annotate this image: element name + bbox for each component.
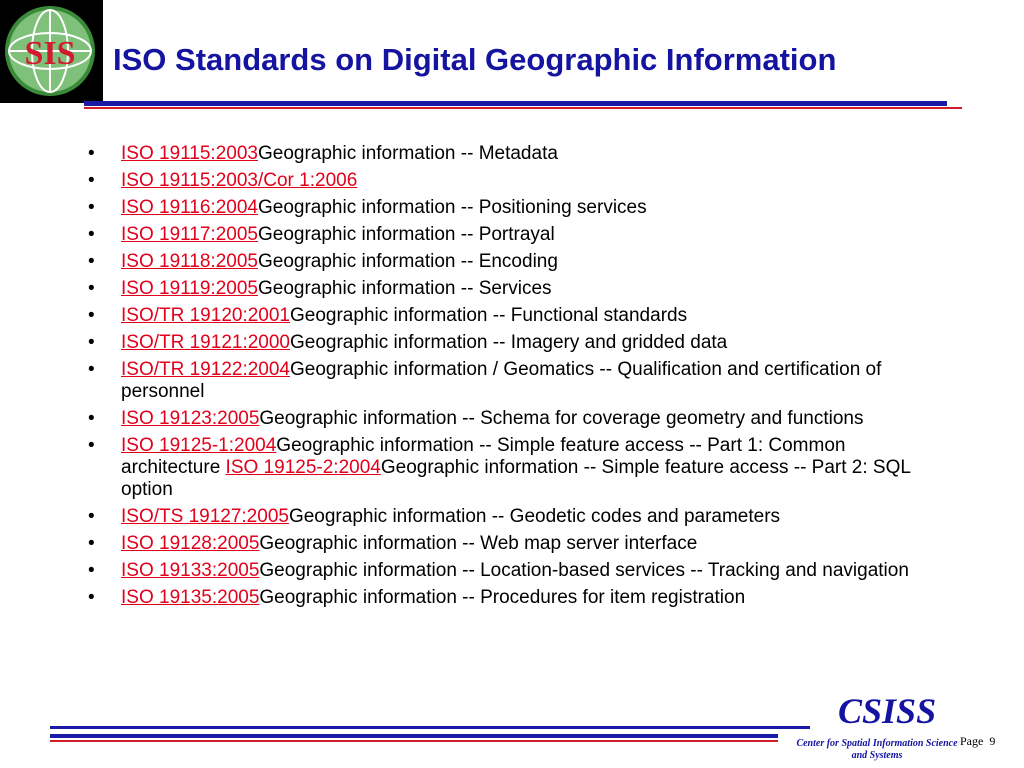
- bullet-marker: •: [88, 435, 95, 456]
- standard-link[interactable]: ISO 19118:2005: [121, 251, 258, 272]
- list-item: [88, 332, 938, 354]
- standard-link[interactable]: ISO/TS 19127:2005: [121, 506, 289, 527]
- list-item: [88, 251, 938, 273]
- bullet-marker: •: [88, 506, 95, 527]
- standard-description: Geographic information -- Functional standards: [290, 305, 688, 326]
- footer-brand: CSISS: [838, 691, 937, 731]
- list-item: [88, 224, 938, 246]
- list-item: [88, 408, 938, 430]
- logo-text: SIS: [24, 35, 76, 72]
- footer-divider-blue-2: [50, 734, 778, 738]
- list-item: [88, 560, 938, 582]
- standard-link[interactable]: ISO/TR 19122:2004: [121, 359, 290, 380]
- list-item: [88, 170, 938, 192]
- standard-description: Geographic information -- Location-based services -- Tracking and navigation: [259, 560, 909, 581]
- list-item: [88, 305, 938, 327]
- bullet-marker: •: [88, 170, 95, 191]
- standard-description: Geographic information -- Portrayal: [257, 224, 555, 245]
- title-divider-blue: [84, 101, 947, 106]
- standard-description: Geographic information -- Services: [257, 278, 552, 299]
- bullet-marker: •: [88, 408, 95, 429]
- standard-description: Geographic information -- Metadata: [257, 143, 558, 164]
- standard-link[interactable]: ISO 19117:2005: [121, 224, 258, 245]
- standard-link[interactable]: ISO/TR 19121:2000: [121, 332, 290, 353]
- bullet-marker: •: [88, 332, 95, 353]
- standard-description: Geographic information -- Web map server interface: [259, 533, 698, 554]
- list-item: [88, 533, 938, 555]
- standard-description: Geographic information -- Positioning services: [257, 197, 647, 218]
- standard-description: Geographic information -- Encoding: [257, 251, 558, 272]
- footer-divider-blue: [50, 726, 810, 729]
- list-item: [88, 506, 938, 528]
- standard-link[interactable]: ISO 19133:2005: [121, 560, 260, 581]
- standard-link[interactable]: ISO 19116:2004: [121, 197, 258, 218]
- list-item: [88, 197, 938, 219]
- standard-description: Geographic information / Geomatics -- Qualification and certification of personnel: [121, 359, 882, 402]
- list-item: [88, 278, 938, 300]
- csiss-logo: [0, 0, 103, 103]
- standard-link[interactable]: ISO 19123:2005: [121, 408, 260, 429]
- standard-description: Geographic information -- Imagery and gridded data: [290, 332, 728, 353]
- page-indicator: [960, 734, 995, 749]
- bullet-marker: •: [88, 224, 95, 245]
- bullet-marker: •: [88, 143, 95, 164]
- page-number: 9: [989, 734, 996, 748]
- standard-description: Geographic information -- Simple feature access -- Part 2: SQL option: [121, 457, 911, 500]
- page-label: Page: [960, 734, 984, 748]
- footer-org-line2: and Systems: [851, 750, 903, 761]
- standard-link[interactable]: ISO 19125-1:2004: [121, 435, 277, 456]
- slide-title: ISO Standards on Digital Geographic Information: [113, 42, 837, 77]
- bullet-marker: •: [88, 587, 95, 608]
- list-item: [88, 587, 938, 609]
- standard-link[interactable]: ISO 19115:2003: [121, 143, 258, 164]
- bullet-marker: •: [88, 251, 95, 272]
- standard-description: Geographic information -- Procedures for item registration: [259, 587, 746, 608]
- bullet-marker: •: [88, 197, 95, 218]
- standards-list: [88, 143, 938, 614]
- title-divider-red: [84, 107, 962, 109]
- list-item: [88, 435, 938, 501]
- standard-link[interactable]: ISO 19119:2005: [121, 278, 258, 299]
- list-item: [88, 143, 938, 165]
- list-item: [88, 359, 938, 403]
- standard-link[interactable]: ISO 19125-2:2004: [225, 457, 381, 478]
- standard-link[interactable]: ISO 19128:2005: [121, 533, 260, 554]
- standard-link[interactable]: ISO/TR 19120:2001: [121, 305, 290, 326]
- bullet-marker: •: [88, 533, 95, 554]
- bullet-marker: •: [88, 305, 95, 326]
- standard-link[interactable]: ISO 19135:2005: [121, 587, 260, 608]
- standard-link[interactable]: ISO 19115:2003/Cor 1:2006: [121, 170, 358, 191]
- standard-description: Geographic information -- Simple feature access -- Part 1: Common architecture: [121, 435, 846, 478]
- footer-org-line1: Center for Spatial Information Science: [796, 738, 958, 749]
- standard-description: Geographic information -- Schema for coverage geometry and functions: [259, 408, 864, 429]
- bullet-marker: •: [88, 359, 95, 380]
- footer-organization: [782, 738, 972, 762]
- standard-description: Geographic information -- Geodetic codes and parameters: [288, 506, 781, 527]
- bullet-marker: •: [88, 278, 95, 299]
- footer-divider-red: [50, 740, 778, 742]
- bullet-marker: •: [88, 560, 95, 581]
